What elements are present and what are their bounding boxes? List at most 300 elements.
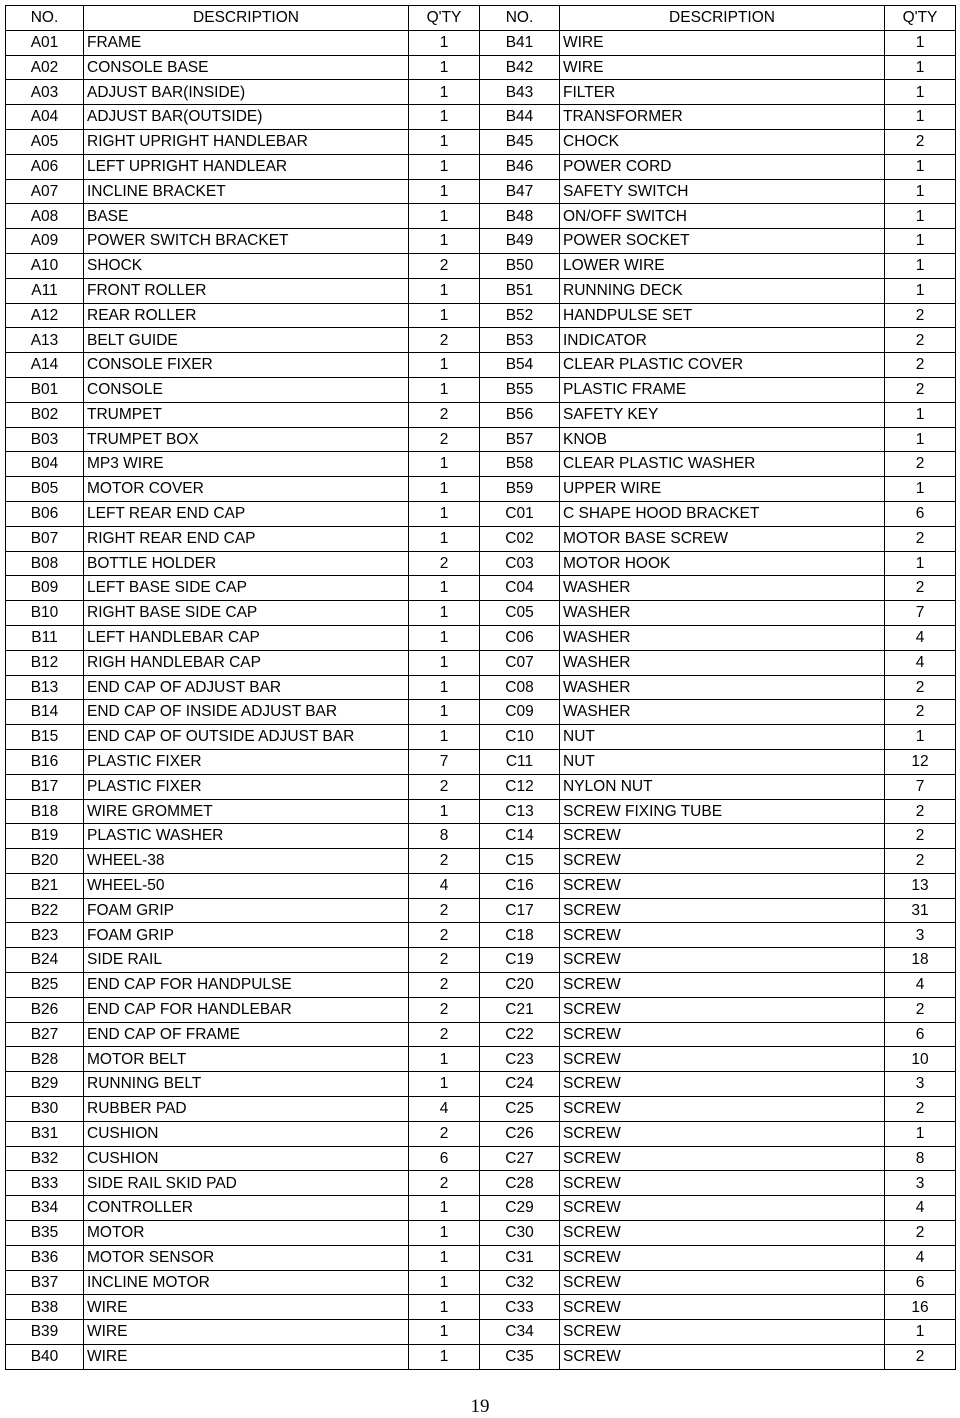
- description-cell: MOTOR BELT: [84, 1047, 409, 1072]
- description-cell: SHOCK: [84, 253, 409, 278]
- part-number-cell: A01: [6, 30, 84, 55]
- description-cell: FRONT ROLLER: [84, 278, 409, 303]
- part-number-cell: B05: [6, 477, 84, 502]
- part-number-cell: B26: [6, 997, 84, 1022]
- header-no-left: NO.: [6, 6, 84, 31]
- description-cell: SCREW: [560, 1022, 885, 1047]
- description-cell: WASHER: [560, 576, 885, 601]
- quantity-cell: 1: [885, 154, 956, 179]
- quantity-cell: 2: [885, 576, 956, 601]
- page-number: 19: [470, 1396, 490, 1417]
- quantity-cell: 2: [885, 1345, 956, 1370]
- description-cell: SCREW: [560, 1072, 885, 1097]
- part-number-cell: B49: [480, 229, 560, 254]
- part-number-cell: B47: [480, 179, 560, 204]
- description-cell: RUNNING BELT: [84, 1072, 409, 1097]
- quantity-cell: 2: [885, 1221, 956, 1246]
- table-row: [6, 526, 956, 551]
- part-number-cell: B21: [6, 873, 84, 898]
- description-cell: LEFT HANDLEBAR CAP: [84, 625, 409, 650]
- description-cell: PLASTIC WASHER: [84, 824, 409, 849]
- part-number-cell: B54: [480, 353, 560, 378]
- quantity-cell: 4: [885, 650, 956, 675]
- description-cell: CUSHION: [84, 1121, 409, 1146]
- table-row: [6, 452, 956, 477]
- part-number-cell: B18: [6, 799, 84, 824]
- description-cell: INDICATOR: [560, 328, 885, 353]
- quantity-cell: 2: [885, 849, 956, 874]
- quantity-cell: 4: [885, 1245, 956, 1270]
- part-number-cell: C04: [480, 576, 560, 601]
- description-cell: BASE: [84, 204, 409, 229]
- table-row: [6, 303, 956, 328]
- description-cell: FOAM GRIP: [84, 923, 409, 948]
- quantity-cell: 1: [409, 625, 480, 650]
- description-cell: RUBBER PAD: [84, 1097, 409, 1122]
- part-number-cell: B03: [6, 427, 84, 452]
- part-number-cell: C18: [480, 923, 560, 948]
- quantity-cell: 2: [885, 824, 956, 849]
- table-row: [6, 1345, 956, 1370]
- part-number-cell: B25: [6, 973, 84, 998]
- description-cell: TRANSFORMER: [560, 105, 885, 130]
- description-cell: MOTOR SENSOR: [84, 1245, 409, 1270]
- description-cell: POWER CORD: [560, 154, 885, 179]
- part-number-cell: C12: [480, 774, 560, 799]
- quantity-cell: 1: [885, 278, 956, 303]
- part-number-cell: C30: [480, 1221, 560, 1246]
- part-number-cell: B06: [6, 501, 84, 526]
- quantity-cell: 1: [409, 1221, 480, 1246]
- table-row: [6, 799, 956, 824]
- quantity-cell: 2: [885, 129, 956, 154]
- table-row: [6, 873, 956, 898]
- quantity-cell: 1: [409, 1295, 480, 1320]
- quantity-cell: 1: [409, 278, 480, 303]
- quantity-cell: 2: [885, 997, 956, 1022]
- quantity-cell: 7: [885, 774, 956, 799]
- description-cell: CONSOLE FIXER: [84, 353, 409, 378]
- description-cell: INCLINE BRACKET: [84, 179, 409, 204]
- part-number-cell: B34: [6, 1196, 84, 1221]
- part-number-cell: B16: [6, 749, 84, 774]
- part-number-cell: B35: [6, 1221, 84, 1246]
- part-number-cell: B27: [6, 1022, 84, 1047]
- quantity-cell: 7: [885, 601, 956, 626]
- description-cell: END CAP OF INSIDE ADJUST BAR: [84, 700, 409, 725]
- table-row: [6, 377, 956, 402]
- quantity-cell: 2: [409, 973, 480, 998]
- quantity-cell: 2: [409, 1121, 480, 1146]
- quantity-cell: 1: [409, 377, 480, 402]
- part-number-cell: B45: [480, 129, 560, 154]
- part-number-cell: B53: [480, 328, 560, 353]
- part-number-cell: C28: [480, 1171, 560, 1196]
- quantity-cell: 2: [885, 700, 956, 725]
- description-cell: TRUMPET: [84, 402, 409, 427]
- quantity-cell: 1: [409, 799, 480, 824]
- description-cell: WIRE: [560, 30, 885, 55]
- part-number-cell: C01: [480, 501, 560, 526]
- description-cell: SCREW: [560, 1320, 885, 1345]
- part-number-cell: C13: [480, 799, 560, 824]
- header-row: [6, 6, 956, 31]
- quantity-cell: 2: [409, 551, 480, 576]
- quantity-cell: 10: [885, 1047, 956, 1072]
- description-cell: RIGH HANDLEBAR CAP: [84, 650, 409, 675]
- part-number-cell: A08: [6, 204, 84, 229]
- description-cell: WHEEL-38: [84, 849, 409, 874]
- part-number-cell: C15: [480, 849, 560, 874]
- part-number-cell: B17: [6, 774, 84, 799]
- table-row: [6, 1097, 956, 1122]
- part-number-cell: B46: [480, 154, 560, 179]
- part-number-cell: B50: [480, 253, 560, 278]
- description-cell: SAFETY SWITCH: [560, 179, 885, 204]
- part-number-cell: B37: [6, 1270, 84, 1295]
- description-cell: SIDE RAIL SKID PAD: [84, 1171, 409, 1196]
- quantity-cell: 4: [885, 1196, 956, 1221]
- quantity-cell: 2: [885, 526, 956, 551]
- part-number-cell: C08: [480, 675, 560, 700]
- description-cell: WIRE GROMMET: [84, 799, 409, 824]
- description-cell: HANDPULSE SET: [560, 303, 885, 328]
- quantity-cell: 1: [409, 1196, 480, 1221]
- table-row: [6, 601, 956, 626]
- description-cell: SIDE RAIL: [84, 948, 409, 973]
- description-cell: RIGHT BASE SIDE CAP: [84, 601, 409, 626]
- quantity-cell: 1: [409, 650, 480, 675]
- description-cell: RUNNING DECK: [560, 278, 885, 303]
- quantity-cell: 2: [885, 1097, 956, 1122]
- table-row: [6, 551, 956, 576]
- part-number-cell: B31: [6, 1121, 84, 1146]
- quantity-cell: 2: [885, 303, 956, 328]
- quantity-cell: 1: [409, 80, 480, 105]
- table-row: [6, 55, 956, 80]
- description-cell: END CAP OF FRAME: [84, 1022, 409, 1047]
- description-cell: MOTOR COVER: [84, 477, 409, 502]
- part-number-cell: B04: [6, 452, 84, 477]
- part-number-cell: B43: [480, 80, 560, 105]
- quantity-cell: 1: [885, 725, 956, 750]
- quantity-cell: 2: [409, 997, 480, 1022]
- part-number-cell: B08: [6, 551, 84, 576]
- quantity-cell: 4: [409, 873, 480, 898]
- part-number-cell: B22: [6, 898, 84, 923]
- part-number-cell: B32: [6, 1146, 84, 1171]
- quantity-cell: 1: [885, 80, 956, 105]
- part-number-cell: A06: [6, 154, 84, 179]
- quantity-cell: 1: [409, 576, 480, 601]
- description-cell: CONTROLLER: [84, 1196, 409, 1221]
- quantity-cell: 6: [885, 1022, 956, 1047]
- part-number-cell: C29: [480, 1196, 560, 1221]
- table-row: [6, 824, 956, 849]
- table-row: [6, 80, 956, 105]
- quantity-cell: 1: [409, 700, 480, 725]
- table-row: [6, 229, 956, 254]
- quantity-cell: 3: [885, 923, 956, 948]
- table-row: [6, 1171, 956, 1196]
- quantity-cell: 1: [885, 204, 956, 229]
- description-cell: SCREW: [560, 1171, 885, 1196]
- description-cell: SCREW: [560, 1196, 885, 1221]
- description-cell: WIRE: [84, 1345, 409, 1370]
- part-number-cell: A02: [6, 55, 84, 80]
- table-row: [6, 1072, 956, 1097]
- description-cell: SCREW: [560, 1221, 885, 1246]
- quantity-cell: 2: [409, 253, 480, 278]
- description-cell: POWER SWITCH BRACKET: [84, 229, 409, 254]
- quantity-cell: 6: [409, 1146, 480, 1171]
- part-number-cell: B02: [6, 402, 84, 427]
- description-cell: WASHER: [560, 700, 885, 725]
- quantity-cell: 1: [409, 1072, 480, 1097]
- table-row: [6, 749, 956, 774]
- part-number-cell: C27: [480, 1146, 560, 1171]
- description-cell: BOTTLE HOLDER: [84, 551, 409, 576]
- description-cell: END CAP OF ADJUST BAR: [84, 675, 409, 700]
- part-number-cell: B51: [480, 278, 560, 303]
- quantity-cell: 1: [409, 501, 480, 526]
- table-row: [6, 1121, 956, 1146]
- quantity-cell: 2: [409, 849, 480, 874]
- table-row: [6, 477, 956, 502]
- description-cell: WIRE: [560, 55, 885, 80]
- part-number-cell: B42: [480, 55, 560, 80]
- part-number-cell: C05: [480, 601, 560, 626]
- part-number-cell: C22: [480, 1022, 560, 1047]
- table-row: [6, 725, 956, 750]
- part-number-cell: B20: [6, 849, 84, 874]
- description-cell: SCREW FIXING TUBE: [560, 799, 885, 824]
- part-number-cell: B33: [6, 1171, 84, 1196]
- part-number-cell: C32: [480, 1270, 560, 1295]
- table-row: [6, 501, 956, 526]
- description-cell: PLASTIC FRAME: [560, 377, 885, 402]
- table-row: [6, 204, 956, 229]
- description-cell: SCREW: [560, 898, 885, 923]
- description-cell: SCREW: [560, 824, 885, 849]
- quantity-cell: 6: [885, 1270, 956, 1295]
- quantity-cell: 1: [409, 353, 480, 378]
- part-number-cell: A14: [6, 353, 84, 378]
- quantity-cell: 2: [409, 427, 480, 452]
- quantity-cell: 2: [409, 948, 480, 973]
- table-row: [6, 625, 956, 650]
- part-number-cell: A10: [6, 253, 84, 278]
- table-row: [6, 997, 956, 1022]
- quantity-cell: 18: [885, 948, 956, 973]
- quantity-cell: 3: [885, 1171, 956, 1196]
- table-row: [6, 650, 956, 675]
- quantity-cell: 2: [409, 774, 480, 799]
- quantity-cell: 2: [885, 328, 956, 353]
- quantity-cell: 7: [409, 749, 480, 774]
- part-number-cell: C14: [480, 824, 560, 849]
- part-number-cell: C07: [480, 650, 560, 675]
- quantity-cell: 1: [409, 1345, 480, 1370]
- quantity-cell: 1: [885, 427, 956, 452]
- part-number-cell: B24: [6, 948, 84, 973]
- part-number-cell: C17: [480, 898, 560, 923]
- quantity-cell: 1: [409, 229, 480, 254]
- quantity-cell: 16: [885, 1295, 956, 1320]
- table-row: [6, 898, 956, 923]
- quantity-cell: 2: [409, 1171, 480, 1196]
- description-cell: NUT: [560, 725, 885, 750]
- description-cell: WASHER: [560, 650, 885, 675]
- description-cell: SCREW: [560, 1121, 885, 1146]
- table-row: [6, 1320, 956, 1345]
- part-number-cell: B19: [6, 824, 84, 849]
- part-number-cell: B36: [6, 1245, 84, 1270]
- quantity-cell: 1: [409, 1245, 480, 1270]
- table-row: [6, 353, 956, 378]
- table-row: [6, 328, 956, 353]
- description-cell: ADJUST BAR(OUTSIDE): [84, 105, 409, 130]
- part-number-cell: B57: [480, 427, 560, 452]
- description-cell: MOTOR HOOK: [560, 551, 885, 576]
- quantity-cell: 1: [885, 55, 956, 80]
- description-cell: FILTER: [560, 80, 885, 105]
- quantity-cell: 2: [885, 452, 956, 477]
- part-number-cell: C10: [480, 725, 560, 750]
- part-number-cell: C35: [480, 1345, 560, 1370]
- description-cell: RIGHT REAR END CAP: [84, 526, 409, 551]
- quantity-cell: 1: [409, 601, 480, 626]
- quantity-cell: 8: [409, 824, 480, 849]
- table-row: [6, 576, 956, 601]
- part-number-cell: C20: [480, 973, 560, 998]
- part-number-cell: C02: [480, 526, 560, 551]
- table-row: [6, 129, 956, 154]
- table-row: [6, 1196, 956, 1221]
- part-number-cell: C16: [480, 873, 560, 898]
- table-row: [6, 675, 956, 700]
- part-number-cell: B40: [6, 1345, 84, 1370]
- description-cell: LOWER WIRE: [560, 253, 885, 278]
- part-number-cell: A05: [6, 129, 84, 154]
- quantity-cell: 1: [409, 204, 480, 229]
- table-row: [6, 774, 956, 799]
- part-number-cell: C34: [480, 1320, 560, 1345]
- quantity-cell: 2: [409, 898, 480, 923]
- table-row: [6, 427, 956, 452]
- description-cell: SCREW: [560, 997, 885, 1022]
- part-number-cell: C03: [480, 551, 560, 576]
- table-row: [6, 948, 956, 973]
- description-cell: SCREW: [560, 1245, 885, 1270]
- table-row: [6, 700, 956, 725]
- description-cell: FOAM GRIP: [84, 898, 409, 923]
- description-cell: CUSHION: [84, 1146, 409, 1171]
- quantity-cell: 1: [409, 675, 480, 700]
- description-cell: ON/OFF SWITCH: [560, 204, 885, 229]
- quantity-cell: 12: [885, 749, 956, 774]
- part-number-cell: B38: [6, 1295, 84, 1320]
- quantity-cell: 4: [885, 625, 956, 650]
- table-row: [6, 253, 956, 278]
- part-number-cell: B29: [6, 1072, 84, 1097]
- description-cell: MOTOR BASE SCREW: [560, 526, 885, 551]
- part-number-cell: C25: [480, 1097, 560, 1122]
- quantity-cell: 2: [885, 675, 956, 700]
- table-row: [6, 154, 956, 179]
- table-row: [6, 1047, 956, 1072]
- quantity-cell: 2: [409, 923, 480, 948]
- quantity-cell: 4: [409, 1097, 480, 1122]
- part-number-cell: C26: [480, 1121, 560, 1146]
- description-cell: SCREW: [560, 873, 885, 898]
- table-row: [6, 973, 956, 998]
- part-number-cell: B13: [6, 675, 84, 700]
- quantity-cell: 1: [409, 1270, 480, 1295]
- header-description-left: DESCRIPTION: [84, 6, 409, 31]
- part-number-cell: B01: [6, 377, 84, 402]
- quantity-cell: 1: [885, 30, 956, 55]
- table-row: [6, 30, 956, 55]
- description-cell: LEFT REAR END CAP: [84, 501, 409, 526]
- description-cell: CONSOLE: [84, 377, 409, 402]
- part-number-cell: A12: [6, 303, 84, 328]
- part-number-cell: B58: [480, 452, 560, 477]
- quantity-cell: 1: [409, 30, 480, 55]
- part-number-cell: B55: [480, 377, 560, 402]
- description-cell: SCREW: [560, 948, 885, 973]
- description-cell: POWER SOCKET: [560, 229, 885, 254]
- description-cell: MP3 WIRE: [84, 452, 409, 477]
- description-cell: WHEEL-50: [84, 873, 409, 898]
- header-no-right: NO.: [480, 6, 560, 31]
- description-cell: CLEAR PLASTIC WASHER: [560, 452, 885, 477]
- quantity-cell: 13: [885, 873, 956, 898]
- table-row: [6, 1245, 956, 1270]
- quantity-cell: 1: [409, 303, 480, 328]
- quantity-cell: 1: [409, 1320, 480, 1345]
- description-cell: UPPER WIRE: [560, 477, 885, 502]
- quantity-cell: 1: [409, 179, 480, 204]
- part-number-cell: C19: [480, 948, 560, 973]
- quantity-cell: 2: [409, 1022, 480, 1047]
- quantity-cell: 1: [885, 1121, 956, 1146]
- description-cell: KNOB: [560, 427, 885, 452]
- part-number-cell: B10: [6, 601, 84, 626]
- description-cell: PLASTIC FIXER: [84, 774, 409, 799]
- quantity-cell: 1: [885, 402, 956, 427]
- part-number-cell: C09: [480, 700, 560, 725]
- quantity-cell: 2: [885, 377, 956, 402]
- part-number-cell: B07: [6, 526, 84, 551]
- description-cell: LEFT BASE SIDE CAP: [84, 576, 409, 601]
- table-row: [6, 1295, 956, 1320]
- description-cell: WASHER: [560, 625, 885, 650]
- quantity-cell: 1: [885, 477, 956, 502]
- part-number-cell: B28: [6, 1047, 84, 1072]
- description-cell: WASHER: [560, 675, 885, 700]
- quantity-cell: 1: [409, 55, 480, 80]
- quantity-cell: 8: [885, 1146, 956, 1171]
- quantity-cell: 1: [409, 477, 480, 502]
- quantity-cell: 3: [885, 1072, 956, 1097]
- description-cell: SAFETY KEY: [560, 402, 885, 427]
- quantity-cell: 1: [409, 154, 480, 179]
- quantity-cell: 1: [885, 105, 956, 130]
- part-number-cell: B11: [6, 625, 84, 650]
- description-cell: SCREW: [560, 1270, 885, 1295]
- description-cell: CHOCK: [560, 129, 885, 154]
